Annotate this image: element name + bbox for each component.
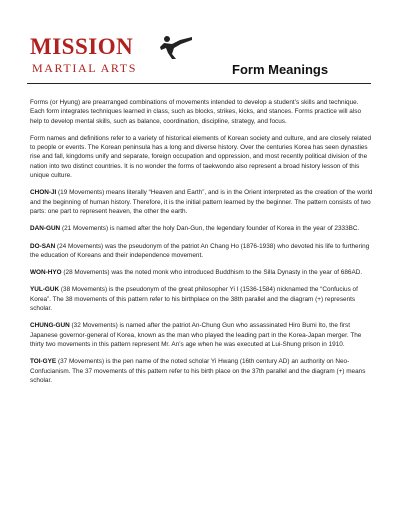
intro-paragraph: Form names and definitions refer to a variety of historical elements of Korean society and culture, and are closely related to people or events. The Korean peninsula has a long and diverse history. Over the centuries Korea has seen dynasties rise and fall, kingdoms unify and separate, foreign occupation and oppression, and most recently political division of the nation into two distinct countries. It is no wonder the forms of taekwondo also represent a broad history lesson of this unique culture. [30, 134, 372, 180]
form-entry-toi-gye [30, 357, 374, 385]
form-description: (37 Movements) is the pen name of the noted scholar Yi Hwang (16th century AD) an authority on Neo-Confucianism. The 37 movements of this pattern refer to his birth place on the 37th parallel and the diagram (+) means scholar. [30, 358, 366, 384]
page-title: Form Meanings [232, 62, 329, 77]
form-entry-do-san [30, 242, 374, 261]
form-entry-won-hyo [30, 268, 374, 277]
form-name: YUL-GUK [30, 286, 60, 294]
form-entry-chung-gun [30, 321, 374, 349]
title-divider [27, 83, 371, 84]
form-description: (38 Movements) is the pseudonym of the great philosopher Yi I (1536-1584) nicknamed the “Confucius of Korea”. The 38 movements of this pattern refer to his birthplace on the 38th parallel and the diagram (+) represents scholar. [30, 286, 358, 313]
form-name: DO-SAN [30, 242, 56, 250]
form-name: CHUNG-GUN [30, 322, 70, 330]
mission-martial-arts-logo [30, 34, 190, 78]
form-description: (32 Movements) is named after the patriot An-Chung Gun who assassinated Hiro Bumi Ito, the first Japanese governor-general of Korea, known as the man who played the leading part in the Korea-Japan merger. The thirty two movements in this pattern represent Mr. An’s age when he was executed at Lui-Shung prison in 1910. [30, 322, 362, 348]
form-name: DAN-GUN [30, 225, 61, 233]
form-entry-dan-gun [30, 224, 374, 233]
form-description: (21 Movements) is named after the holy Dan-Gun, the legendary founder of Korea in the year of 2333BC. [60, 225, 360, 233]
form-description: (19 Movements) means literally “Heaven and Earth”, and is in the Orient interpreted as the creation of the world and the beginning of human history. Therefore, it is the initial pattern learned by the beginner. The pattern consists of two parts: one part to represent heaven, the other the earth. [30, 189, 373, 215]
form-entry-chon-ji [30, 188, 374, 216]
form-name: WON-HYO [30, 269, 62, 277]
form-name: CHON-JI [30, 189, 57, 197]
form-description: (24 Movements) was the pseudonym of the patriot An Chang Ho (1876-1938) who devoted his life to furthering the education of Koreans and their independence movement. [30, 242, 370, 259]
logo-subtitle: MARTIAL ARTS [32, 61, 137, 75]
document-body [30, 98, 374, 393]
intro-paragraph: Forms (or Hyung) are prearranged combinations of movements intended to develop a student’s skills and technique. Each form integrates techniques learned in class, such as blocks, strikes, kicks, and stances. Forms practice will also help to develop mental skills, such as balance, coordination, discipline, strategy, and focus. [30, 99, 362, 125]
form-entry-yul-guk [30, 285, 374, 313]
form-name: TOI-GYE [30, 358, 57, 366]
kicking-figure-icon [158, 34, 194, 60]
form-description: (28 Movements) was the noted monk who introduced Buddhism to the Silla Dynasty in the year of 686AD. [61, 269, 363, 277]
logo-wordmark: MISSION [30, 34, 134, 59]
